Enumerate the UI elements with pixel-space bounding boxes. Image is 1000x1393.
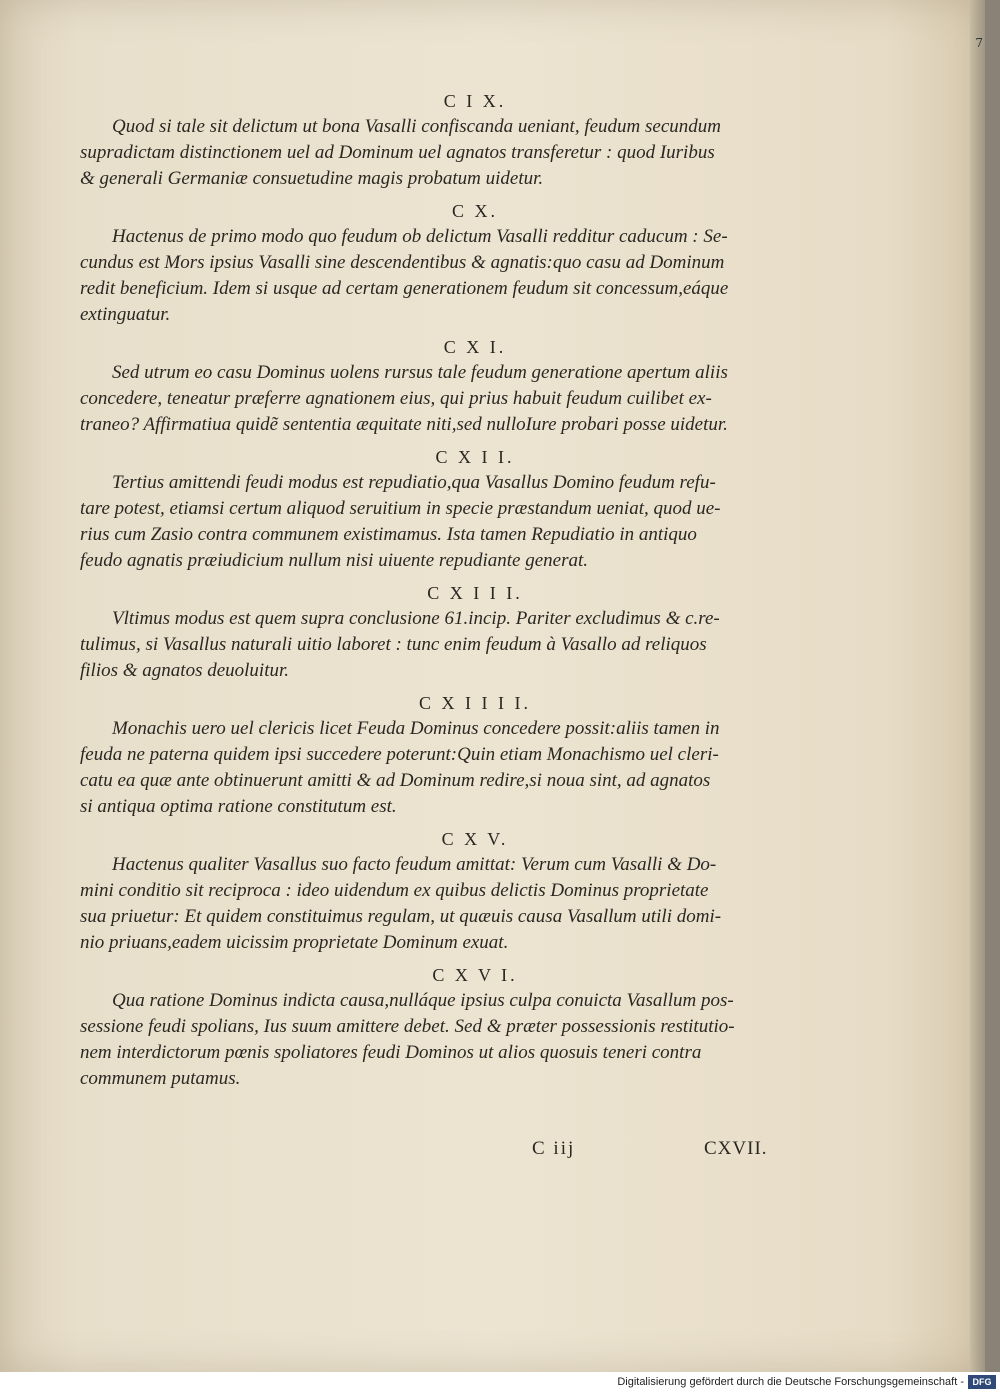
- text-line: Quod si tale sit delictum ut bona Vasalli confiscanda ueniant, feudum secundum: [112, 116, 721, 137]
- text-line: si antiqua optima ratione constitutum est.: [80, 796, 397, 817]
- text-line: Hactenus de primo modo quo feudum ob delictum Vasalli redditur caducum : Se-: [112, 226, 728, 247]
- text-line: cundus est Mors ipsius Vasalli sine descendentibus & agnatis:quo casu ad Dominum: [80, 252, 725, 273]
- text-block: [80, 88, 810, 1098]
- text-line: catu ea quæ ante obtinuerunt amitti & ad Dominum redire,si noua sint, ad agnatos: [80, 770, 711, 791]
- text-line: traneo? Affirmatiua quidẽ sententia æquitate niti,sed nulloIure probari posse uidetur.: [80, 414, 728, 435]
- section-heading: C X I I I.: [427, 583, 523, 603]
- text-line: nio priuans,eadem uicissim proprietate Dominum exuat.: [80, 932, 509, 953]
- text-line: Qua ratione Dominus indicta causa,nulláque ipsius culpa conuicta Vasallum pos-: [112, 990, 734, 1011]
- dfg-logo: DFG: [968, 1375, 996, 1389]
- signature-mark: C iij: [532, 1138, 576, 1159]
- footer-bar: [0, 1372, 1000, 1393]
- page-edge: [970, 0, 985, 1372]
- text-line: feudo agnatis præiudicium nullum nisi uiuente repudiante generat.: [80, 550, 589, 571]
- text-line: feuda ne paterna quidem ipsi succedere poterunt:Quin etiam Monachismo uel cleri-: [80, 744, 719, 765]
- catchword: CXVII.: [704, 1138, 768, 1159]
- section-heading: C X I I.: [435, 447, 515, 467]
- section-heading: C X V I.: [432, 965, 518, 985]
- text-line: tulimus, si Vasallus naturali uitio laboret : tunc enim feudum à Vasallo ad reliquos: [80, 634, 707, 655]
- text-line: Sed utrum eo casu Dominus uolens rursus tale feudum generatione apertum aliis: [112, 362, 728, 383]
- footer-credit: Digitalisierung gefördert durch die Deutsche Forschungsgemeinschaft -: [617, 1376, 964, 1388]
- section-cx: [80, 198, 810, 328]
- section-cxv: [80, 826, 810, 956]
- section-cxiiii: [80, 690, 810, 820]
- text-line: Tertius amittendi feudi modus est repudiatio,qua Vasallus Domino feudum refu-: [112, 472, 716, 493]
- text-line: redit beneficium. Idem si usque ad certam generationem feudum sit concessum,eáque: [80, 278, 729, 299]
- text-line: filios & agnatos deuoluitur.: [80, 660, 290, 681]
- text-line: Hactenus qualiter Vasallus suo facto feudum amittat: Verum cum Vasalli & Do-: [112, 854, 717, 875]
- text-line: nem interdictorum pœnis spoliatores feudi Dominos ut alios quosuis teneri contra: [80, 1042, 702, 1063]
- section-heading: C X I I I I.: [419, 693, 531, 713]
- text-line: extinguatur.: [80, 304, 171, 325]
- section-heading: C X I.: [443, 337, 507, 357]
- text-line: rius cum Zasio contra communem existimamus. Ista tamen Repudiatio in antiquo: [80, 524, 697, 545]
- text-line: sua priuetur: Et quidem constituimus regulam, ut quæuis causa Vasallum utili domi-: [80, 906, 722, 927]
- section-heading: C X V.: [441, 829, 509, 849]
- text-line: mini conditio sit reciproca : ideo uidendum ex quibus delictis Dominus proprietate: [80, 880, 709, 901]
- text-line: & generali Germaniæ consuetudine magis probatum uidetur.: [80, 168, 544, 189]
- section-cxiii: [80, 580, 810, 684]
- text-line: tare potest, etiamsi certum aliquod seruitium in specie præstandum ueniat, quod ue-: [80, 498, 721, 519]
- corner-mark: 7: [975, 36, 983, 50]
- text-line: Monachis uero uel clericis licet Feuda Dominus concedere possit:aliis tamen in: [112, 718, 720, 739]
- text-line: concedere, teneatur præferre agnationem eius, qui prius habuit feudum cuilibet ex-: [80, 388, 712, 409]
- text-line: supradictam distinctionem uel ad Dominum uel agnatos transferetur : quod Iuribus: [80, 142, 715, 163]
- text-line: Vltimus modus est quem supra conclusione 61.incip. Pariter excludimus & c.re-: [112, 608, 720, 629]
- section-cxii: [80, 444, 810, 574]
- section-cxvi: [80, 962, 810, 1092]
- section-heading: C I X.: [443, 91, 507, 111]
- text-line: sessione feudi spolians, Ius suum amittere debet. Sed & præter possessionis restitutio-: [80, 1016, 735, 1037]
- text-line: communem putamus.: [80, 1068, 241, 1089]
- section-cxi: [80, 334, 810, 438]
- page-foot-row: [0, 1138, 985, 1166]
- section-cix: [80, 88, 810, 192]
- section-heading: C X.: [451, 201, 498, 221]
